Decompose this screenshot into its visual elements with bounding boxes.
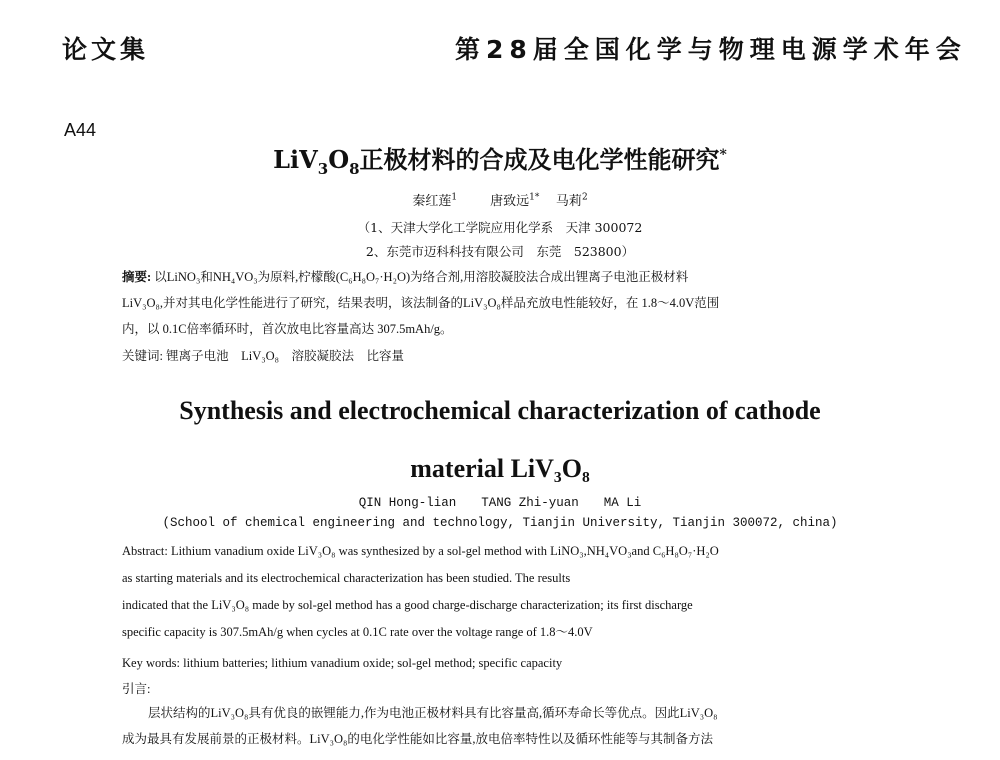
author-3: 马莉 [555,194,582,209]
abstract-en-line: Abstract: Lithium vanadium oxide LiV₃O₈ was synthesized by a sol-gel method with LiNO₃,NH₄VO₃and C₆H₈O₇·H₂O [122,544,719,558]
title-cn-formula-base: LiV [273,145,318,174]
abstract-cn-line: LiV₃O₈,并对其电化学性能进行了研究，结果表明，该法制备的LiV₃O₈样品充放电性能较好，在 1.8～4.0V范围 [122,296,720,310]
title-cn-rest: 正极材料的合成及电化学性能研究 [359,145,720,174]
intro-label: 引言: [122,682,151,696]
intro-line: 层状结构的LiV₃O₈具有优良的嵌锂能力,作为电池正极材料具有比容量高,循环寿命长等优点。因此LiV₃O₈ [148,706,718,720]
author-3-sup: 2 [581,192,588,203]
intro-line: 成为最具有发展前景的正极材料。LiV₃O₈的电化学性能如比容量,放电倍率特性以及循环性能等与其制备方法 [122,732,714,746]
keywords-cn: 关键词: 锂离子电池 LiV₃O₈ 溶胶凝胶法 比容量 [122,349,404,363]
paper-code: A44 [64,120,97,140]
abstract-en [122,538,868,646]
author-1-sup: 1 [451,192,458,203]
abstract-cn-line [122,264,868,290]
author-2: 唐致远 [490,194,530,209]
abstract-en-line: indicated that the LiV₃O₈ made by sol-gel method has a good charge-discharge characterization; its first discharge [122,598,693,612]
abstract-cn-line: 内，以 0.1C倍率循环时，首次放电比容量高达 307.5mAh/g。 [122,322,453,336]
author-1: 秦红莲 [412,194,452,209]
abstract-cn-text: 以LiNO₃和NH₄VO₃为原料,柠檬酸(C₆H₈O₇·H₂O)为络合剂,用溶胶凝胶法合成出锂离子电池正极材料 [154,270,689,284]
authors-cn [0,190,1000,209]
title-en-line2: material LiV₃O₈ [410,454,590,483]
affiliation-cn-2: 2、东莞市迈科科技有限公司 东莞 523800） [365,244,635,259]
title-en-line1: Synthesis and electrochemical characterization of cathode [179,396,821,425]
title-cn-sub2: 8 [349,159,360,178]
keywords-en: Key words: lithium batteries; lithium vanadium oxide; sol-gel method; specific capacity [122,656,563,670]
journal-label: 论文集 [62,35,150,64]
title-cn-formula-mid: O [328,145,350,174]
authors-en: QIN Hong-lian TANG Zhi-yuan MA Li [358,496,642,510]
affiliation-en: (School of chemical engineering and technology, Tianjin University, Tianjin 300072, china) [162,516,838,530]
title-cn-sub1: 3 [317,159,329,178]
abstract-cn-label: 摘要: [122,270,152,284]
title-en [0,382,1000,498]
abstract-en-line: as starting materials and its electrochemical characterization has been studied. The results [122,571,571,585]
conference-title: 第28届全国化学与物理电源学术年会 [455,35,967,64]
abstract-en-line: specific capacity is 307.5mAh/g when cycles at 0.1C rate over the voltage range of 1.8～4.0V [122,625,593,639]
title-cn [0,140,1000,178]
abstract-cn [122,264,868,342]
intro-text [122,700,868,752]
affiliation-cn-1: （1、天津大学化工学院应用化学系 天津 300072 [357,220,643,235]
author-2-sup: 1* [529,192,540,203]
title-cn-footnote-mark: * [719,147,727,163]
